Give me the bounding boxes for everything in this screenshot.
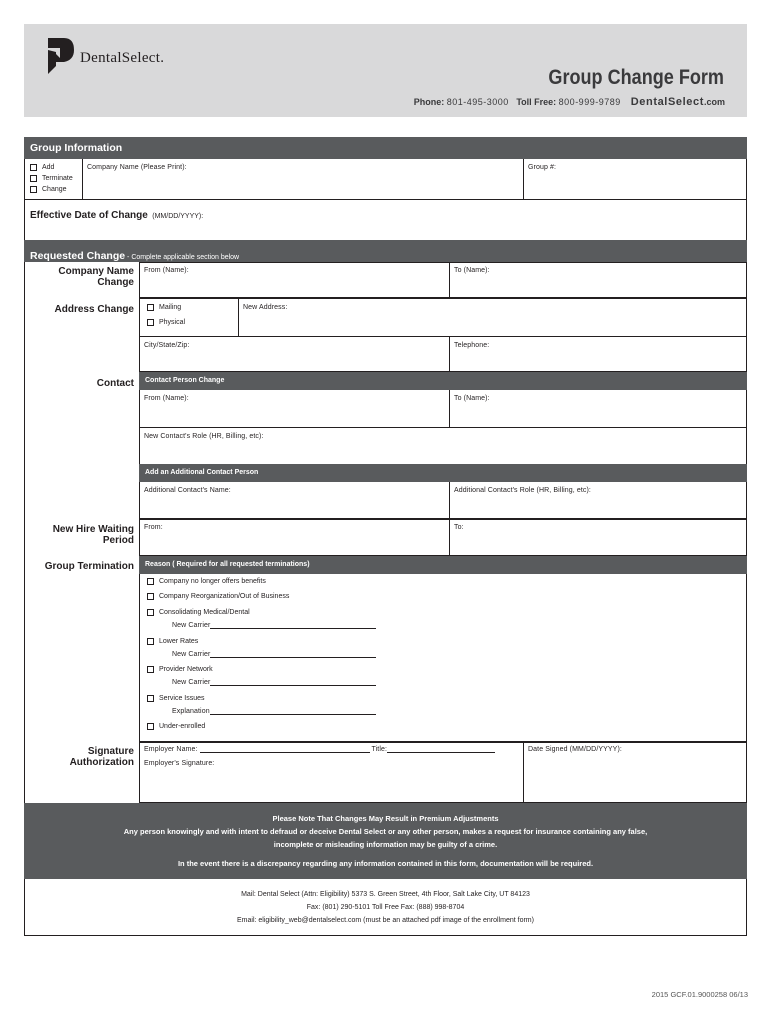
email-address[interactable]: Email: eligibility_web@dentalselect.com (must be an attached pdf image of the enrollment form) bbox=[237, 917, 534, 924]
company-to-field[interactable]: To (Name): bbox=[454, 267, 490, 274]
group-info-bar bbox=[24, 137, 747, 159]
reason-checkbox[interactable] bbox=[147, 723, 154, 730]
reason-no-benefits[interactable]: Company no longer offers benefits bbox=[147, 578, 266, 585]
waiting-period-label: New Hire Waiting Period bbox=[52, 524, 134, 546]
reason-provider-network[interactable]: Provider Network bbox=[147, 666, 213, 673]
website-suffix: .com bbox=[703, 97, 725, 107]
waiting-to-field[interactable]: To: bbox=[454, 524, 464, 531]
notice-text bbox=[24, 812, 747, 870]
reason-under-enrolled[interactable]: Under-enrolled bbox=[147, 723, 205, 730]
termination-reason-title: Reason ( Required for all requested terminations) bbox=[145, 561, 310, 568]
brand-name: DentalSelect. bbox=[80, 50, 165, 66]
contact-to-field[interactable]: To (Name): bbox=[454, 395, 490, 402]
reason-checkbox[interactable] bbox=[147, 609, 154, 616]
reason-checkbox[interactable] bbox=[147, 695, 154, 702]
contact-from-field[interactable]: From (Name): bbox=[144, 395, 189, 402]
new-contact-role-field[interactable]: New Contact's Role (HR, Billing, etc): bbox=[144, 433, 264, 440]
page-title: Group Change Form bbox=[548, 66, 724, 89]
effective-date-hint: (MM/DD/YYYY): bbox=[152, 213, 204, 220]
reason-lower-rates[interactable]: Lower Rates bbox=[147, 638, 198, 645]
option-change[interactable]: Change bbox=[30, 186, 67, 193]
contact-footer bbox=[24, 888, 747, 927]
website-bold: DentalSelect bbox=[630, 96, 704, 108]
notice-discrepancy: In the event there is a discrepancy regarding any information contained in this form, documentation will be required. bbox=[177, 859, 594, 868]
city-state-zip-field[interactable]: City/State/Zip: bbox=[144, 342, 190, 349]
terminate-checkbox[interactable] bbox=[30, 175, 37, 182]
change-checkbox[interactable] bbox=[30, 186, 37, 193]
effective-date-field[interactable] bbox=[30, 205, 203, 223]
form-code: 2015 GCF.01.9000258 06/13 bbox=[651, 990, 748, 999]
mailing-checkbox[interactable] bbox=[147, 304, 154, 311]
title-field[interactable]: Title: bbox=[371, 746, 388, 753]
additional-contact-name-field[interactable]: Additional Contact's Name: bbox=[144, 487, 231, 494]
contact-line bbox=[380, 96, 725, 108]
additional-contact-role-field[interactable]: Additional Contact's Role (HR, Billing, etc): bbox=[454, 487, 591, 494]
group-info-title: Group Information bbox=[30, 142, 123, 154]
reason-reorganization[interactable]: Company Reorganization/Out of Business bbox=[147, 593, 289, 600]
fax-numbers: Fax: (801) 290-5101 Toll Free Fax: (888) 998-8704 bbox=[306, 904, 465, 911]
telephone-field[interactable]: Telephone: bbox=[454, 342, 490, 349]
employer-name-field[interactable]: Employer Name: Title: bbox=[144, 746, 495, 753]
group-termination-label: Group Termination bbox=[44, 561, 134, 572]
add-checkbox[interactable] bbox=[30, 164, 37, 171]
tollfree-label: Toll Free: bbox=[516, 97, 557, 107]
reason-checkbox[interactable] bbox=[147, 666, 154, 673]
reason-new-carrier-line[interactable]: New Carrier bbox=[172, 651, 376, 658]
company-name-change-label: Company Name Change bbox=[58, 266, 134, 288]
option-terminate[interactable]: Terminate bbox=[30, 175, 73, 182]
effective-date-label: Effective Date of Change bbox=[30, 210, 148, 221]
date-signed-field[interactable]: Date Signed (MM/DD/YYYY): bbox=[528, 746, 622, 753]
reason-new-carrier-line[interactable]: New Carrier bbox=[172, 679, 376, 686]
notice-fraud-2: incomplete or misleading information may be guilty of a crime. bbox=[273, 840, 498, 849]
contact-person-change-title: Contact Person Change bbox=[145, 377, 225, 384]
reason-checkbox[interactable] bbox=[147, 578, 154, 585]
tollfree-number: 800-999-9789 bbox=[558, 97, 621, 107]
additional-contact-title: Add an Additional Contact Person bbox=[145, 469, 259, 476]
physical-checkbox[interactable] bbox=[147, 319, 154, 326]
address-change-label: Address Change bbox=[54, 304, 134, 315]
reason-new-carrier-line[interactable]: New Carrier bbox=[172, 622, 376, 629]
reason-explanation-line[interactable]: Explanation bbox=[172, 708, 376, 715]
waiting-from-field[interactable]: From: bbox=[144, 524, 163, 531]
signature-label: Signature Authorization bbox=[69, 746, 134, 768]
new-address-field[interactable]: New Address: bbox=[243, 304, 288, 311]
option-add[interactable]: Add bbox=[30, 164, 54, 171]
phone-number: 801-495-3000 bbox=[446, 97, 509, 107]
mail-address: Mail: Dental Select (Attn: Eligibility) 5373 S. Green Street, 4th Floor, Salt Lake City, UT 84123 bbox=[241, 891, 530, 898]
company-name-field[interactable]: Company Name (Please Print): bbox=[87, 164, 187, 171]
notice-fraud-1: Any person knowingly and with intent to defraud or deceive Dental Select or any other person, makes a request for insurance containing any false, bbox=[123, 827, 648, 836]
employer-signature-field[interactable]: Employer's Signature: bbox=[144, 760, 215, 767]
reason-consolidating[interactable]: Consolidating Medical/Dental bbox=[147, 609, 250, 616]
group-number-field[interactable]: Group #: bbox=[528, 164, 557, 171]
contact-label: Contact bbox=[96, 378, 134, 389]
notice-premium: Please Note That Changes May Result in Premium Adjustments bbox=[272, 814, 499, 823]
option-mailing[interactable]: Mailing bbox=[147, 304, 181, 311]
reason-checkbox[interactable] bbox=[147, 593, 154, 600]
reason-checkbox[interactable] bbox=[147, 638, 154, 645]
reason-service-issues[interactable]: Service Issues bbox=[147, 695, 205, 702]
dentalselect-logo-icon bbox=[46, 36, 76, 76]
phone-label: Phone: bbox=[413, 97, 445, 107]
option-physical[interactable]: Physical bbox=[147, 319, 185, 326]
requested-change-title: Requested Change - Complete applicable section below bbox=[30, 250, 240, 262]
company-from-field[interactable]: From (Name): bbox=[144, 267, 189, 274]
contact-person-change-bar bbox=[139, 372, 747, 390]
